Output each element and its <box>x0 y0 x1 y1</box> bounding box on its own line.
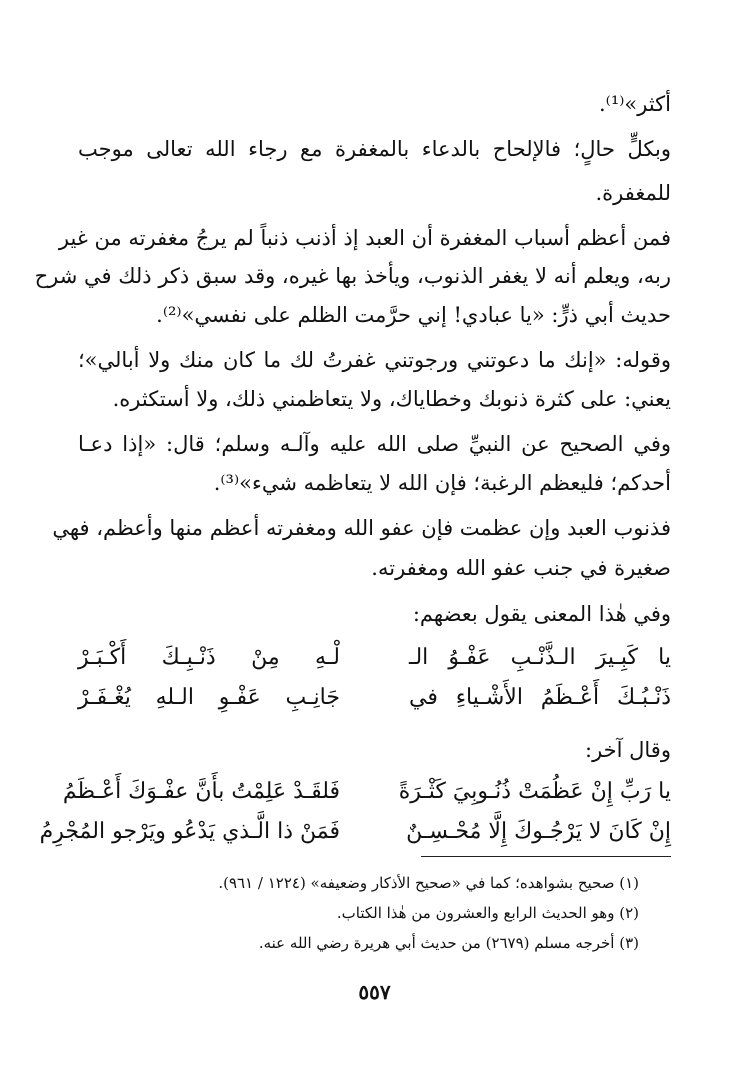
poem-verse <box>39 812 671 852</box>
verse-second-hemistich: فَمَنْ ذا الَّـذي يَدْعُو ويَرْجو المُجْرِمُ <box>39 819 340 844</box>
verse-second-hemistich: جَانِـبِ عَفْـوِ الـلهِ يُغْـفَـرْ <box>78 685 340 710</box>
paragraph-line: وفي هٰذا المعنى يقول بعضهم: <box>412 602 671 626</box>
paragraph-line: فمن أعظم أسباب المغفرة أن العبد إذ أذنب ذنباً لم يرجُ مغفرته من غير <box>58 226 671 250</box>
footnote-separator <box>421 856 671 857</box>
verse-first-hemistich: ذَنْـبُـكَ أَعْـظَمُ الأَشْـياءِ في <box>409 685 671 710</box>
verse-second-hemistich: لْـهِ مِنْ ذَنْـبِـكَ أَكْـبَـرْ <box>78 645 340 670</box>
paragraph-line: ربه، ويعلم أنه لا يغفر الذنوب، ويأخذ بها غيره، وقد سبق ذكر ذلك في شرح <box>34 264 671 288</box>
paragraph-line: أكثر»⁽¹⁾. <box>598 92 671 116</box>
paragraph-line: صغيرة في جنب عفو الله ومغفرته. <box>371 556 671 580</box>
verse-second-hemistich: فَلقَـدْ عَلِمْتُ بأَنَّ عفْـوَكَ أَعْـظَمُ <box>62 779 340 804</box>
poem-verse <box>62 772 671 812</box>
paragraph-line: يعني: على كثرة ذنوبك وخطاياك، ولا يتعاظمني ذلك، ولا أستكثره. <box>112 387 671 411</box>
verse-first-hemistich: يا رَبِّ إِنْ عَظُمَتْ ذُنُـوبِيَ كَثْـرَةً <box>398 779 671 804</box>
paragraph-line: وقوله: «إنك ما دعوتني ورجوتني غفرتُ لك ما كان منك ولا أبالي»؛ <box>78 348 671 372</box>
footnote: (٢) وهو الحديث الرابع والعشرون من هٰذا الكتاب. <box>336 904 639 922</box>
poem-verse <box>78 638 671 678</box>
paragraph-line: للمغفرة. <box>595 181 671 205</box>
footnote: (١) صحيح بشواهده؛ كما في «صحيح الأذكار وضعيفه» (١٢٢٤ / ٩٦١). <box>218 874 639 892</box>
paragraph-line: وقال آخر: <box>585 738 671 762</box>
paragraph-line: حديث أبي ذرٍّ: «يا عبادي! إني حرَّمت الظلم على نفسي»⁽²⁾. <box>156 303 671 327</box>
paragraph-line: وفي الصحيح عن النبيِّ صلى الله عليه وآلـه وسلم؛ قال: «إذا دعـا <box>78 432 671 456</box>
page-number: ٥٥٧ <box>358 980 391 1004</box>
paragraph-line: فذنوب العبد وإن عظمت فإن عفو الله ومغفرته أعظم منها وأعظم، فهي <box>52 516 671 540</box>
paragraph-line: أحدكم؛ فليعظم الرغبة؛ فإن الله لا يتعاظمه شيء»⁽³⁾. <box>213 471 671 495</box>
verse-first-hemistich: يا كَبِـيرَ الـذَّنْـبِ عَفْـوُ الـ <box>409 645 671 670</box>
verse-first-hemistich: إِنْ كَانَ لا يَرْجُـوكَ إِلَّا مُحْـسِـنٌ <box>406 819 671 844</box>
poem-verse <box>78 678 671 718</box>
paragraph-line: وبكلٍّ حالٍ؛ فالإلحاح بالدعاء بالمغفرة مع رجاء الله تعالى موجب <box>78 137 671 161</box>
footnote: (٣) أخرجه مسلم (٢٦٧٩) من حديث أبي هريرة رضي الله عنه. <box>258 934 639 952</box>
